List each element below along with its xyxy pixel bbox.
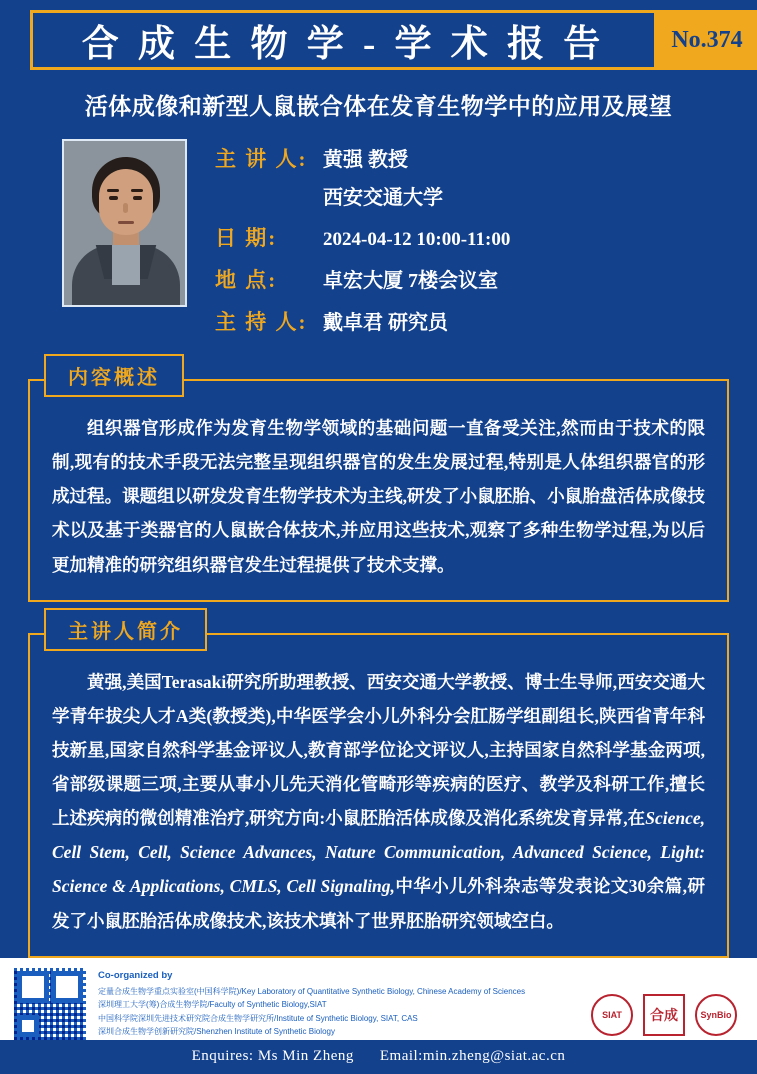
bio-title: 主讲人简介	[44, 608, 207, 651]
organizer-line: 深圳合成生物学创新研究院/Shenzhen Institute of Synthetic Biology	[98, 1026, 335, 1036]
organizer-line: 深圳理工大学(筹)合成生物学院/Faculty of Synthetic Biology,SIAT	[98, 1000, 327, 1010]
host-name: 戴卓君 研究员	[323, 312, 448, 334]
date-value: 2024-04-12 10:00-11:00	[323, 229, 511, 250]
organizers	[98, 968, 525, 1038]
header-lecture-number: No.374	[657, 10, 757, 70]
bio-part2: 中华小儿外科杂志等发表论文30余篇,研发了小鼠胚胎活体成像技术,该技术填补了世界胚胎研究领域空白。	[52, 876, 705, 931]
place-value: 卓宏大厦 7楼会议室	[323, 270, 498, 292]
bio-section	[28, 608, 729, 958]
footer-top	[0, 958, 757, 1040]
bio-body	[28, 633, 729, 958]
header-title-box	[30, 10, 657, 70]
enquiries-text: Enquires: Ms Min Zheng	[191, 1048, 354, 1065]
header-title: 合 成 生 物 学 - 学 术 报 告	[81, 24, 606, 65]
abstract-section	[28, 354, 729, 602]
host-row	[215, 306, 727, 336]
portrait-container	[62, 139, 187, 348]
speaker-row	[215, 143, 727, 173]
synbio-institute-logo: SynBio	[695, 994, 737, 1036]
co-organized-label: Co-organized by	[98, 969, 173, 981]
synbio-logo: 合成	[643, 994, 685, 1036]
bio-part1: 黄强,美国Terasaki研究所助理教授、西安交通大学教授、博士生导师,西安交通大学青年拔尖人才A类(教授类),中华医学会小儿外科分会肛肠学组副组长,陕西省青年科技新星,国家自然科学基金评议人,教育部学位论文评议人,主持国家自然科学基金两项,省部级课题三项,主要从事小儿先天消化管畸形等疾病的医疗、教学及科研工作,擅长上述疾病的微创精准治疗,研究方向:小鼠胚胎活体成像及消化系统发育异常,在	[52, 671, 705, 829]
date-label: 日 期:	[215, 226, 278, 250]
abstract-body	[28, 379, 729, 602]
speaker-label: 主 讲 人:	[215, 147, 308, 171]
speaker-details	[215, 139, 727, 348]
qr-code[interactable]	[14, 968, 86, 1040]
place-label: 地 点:	[215, 268, 278, 292]
poster-header	[0, 10, 757, 70]
bio-text	[52, 665, 705, 938]
footer-logos	[591, 994, 743, 1040]
organizer-line: 中国科学院深圳先进技术研究院合成生物学研究所/Institute of Synthetic Biology, SIAT, CAS	[98, 1013, 418, 1023]
page-title: 活体成像和新型人鼠嵌合体在发育生物学中的应用及展望	[84, 94, 673, 119]
date-row	[215, 222, 727, 252]
speaker-affiliation: 西安交通大学	[323, 187, 443, 209]
abstract-title: 内容概述	[44, 354, 184, 397]
bio-journals: Science, Cell Stem, Cell, Science Advances, Nature Communication, Advanced Science, Light: Science & Applications, CMLS, Cell Signaling,	[52, 808, 705, 897]
speaker-info	[0, 139, 757, 348]
organizer-line: 定量合成生物学重点实验室(中国科学院)/Key Laboratory of Quantitative Synthetic Biology, Chinese Academy of Sciences	[98, 987, 526, 997]
speaker-portrait	[62, 139, 187, 307]
place-row	[215, 264, 727, 294]
abstract-text: 组织器官形成作为发育生物学领域的基础问题一直备受关注,然而由于技术的限制,现有的技术手段无法完整呈现组织器官的发生发展过程,特别是人体组织器官的形成过程。课题组以研发发育生物学技术为主线,研发了小鼠胚胎、小鼠胎盘活体成像技术以及基于类器官的人鼠嵌合体技术,并应用这些技术,观察了多种生物学过程,为以后更加精准的研究组织器官发生过程提供了技术支撑。	[52, 418, 705, 575]
poster-footer	[0, 958, 757, 1074]
contact-bar	[0, 1040, 757, 1074]
siat-logo: SIAT	[591, 994, 633, 1036]
contact-email[interactable]: Email:min.zheng@siat.ac.cn	[379, 1048, 566, 1065]
speaker-name: 黄强 教授	[323, 149, 408, 171]
host-label: 主 持 人:	[215, 310, 308, 334]
